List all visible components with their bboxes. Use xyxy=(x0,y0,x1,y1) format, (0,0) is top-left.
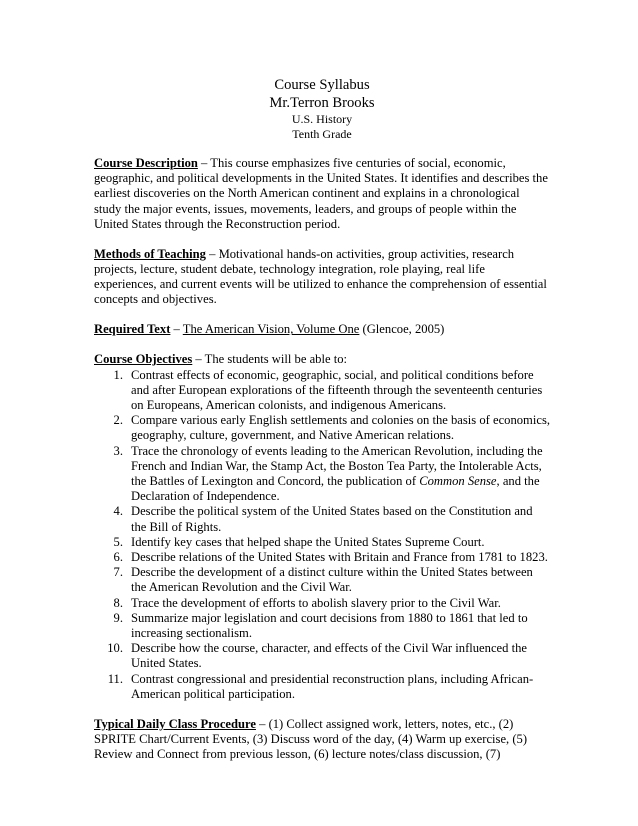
methods-heading: Methods of Teaching xyxy=(94,246,206,261)
course-description-text: – This course emphasizes five centuries of social, economic, geographic, and political developments in the United States. It identifies and describes the earliest discoveries on the North American continent and explains in a chronological study the major events, issues, movements, leaders, and groups of people within the United States through the Reconstruction period. xyxy=(94,156,548,231)
list-item xyxy=(94,611,550,641)
book-title-common-sense: Common Sense xyxy=(419,474,497,489)
list-item-number: 6. xyxy=(113,550,123,565)
course-name: U.S. History xyxy=(291,112,353,126)
list-item-text: Summarize major legislation and court decisions from 1880 to 1861 that led to increasing sectionalism. xyxy=(131,610,528,641)
list-item-number: 7. xyxy=(113,565,123,580)
list-item-number: 9. xyxy=(113,610,123,625)
list-item-text: Identify key cases that helped shape the United States Supreme Court. xyxy=(131,534,485,549)
list-item xyxy=(94,504,550,534)
list-item-number: 2. xyxy=(113,413,123,428)
list-item-number: 1. xyxy=(113,367,123,382)
daily-procedure-heading: Typical Daily Class Procedure xyxy=(94,716,256,731)
list-item-number: 11. xyxy=(107,671,123,686)
syllabus-header xyxy=(94,76,550,142)
required-text-heading: Required Text xyxy=(94,322,171,337)
textbook-publisher: (Glencoe, 2005) xyxy=(359,322,445,337)
textbook-title: The American Vision, Volume One xyxy=(182,322,360,337)
required-text-separator: – xyxy=(170,322,183,337)
list-item xyxy=(94,550,550,565)
list-item-text: Contrast effects of economic, geographic, social, and political conditions before and after European explorations of the fifteenth through the seventeenth centuries on Europeans, American colonists, and indigenous Americans. xyxy=(131,367,543,413)
objectives-intro-text: – The students will be able to: xyxy=(192,352,347,367)
list-item-text: Trace the development of efforts to abolish slavery prior to the Civil War. xyxy=(131,595,501,610)
course-description-heading: Course Description xyxy=(94,156,198,170)
list-item-number: 8. xyxy=(113,595,123,610)
list-item-number: 3. xyxy=(113,443,123,458)
methods-section xyxy=(94,247,550,308)
document-title: Course Syllabus xyxy=(274,77,370,93)
course-description-section xyxy=(94,156,550,232)
list-item-text: Describe how the course, character, and effects of the Civil War influenced the United States. xyxy=(131,641,527,671)
required-text-section xyxy=(94,322,550,337)
list-item-number: 10. xyxy=(107,641,123,656)
daily-procedure-text: – (1) Collect assigned work, letters, notes, etc., (2) SPRITE Chart/Current Events, (3) Discuss word of the day, (4) Warm up exercise, (5) Review and Connect from previous lesson, (6) lecture notes/class discussion, (7) xyxy=(94,716,528,762)
objectives-list xyxy=(94,368,550,702)
list-item xyxy=(94,413,550,443)
list-item-text: Compare various early English settlements and colonies on the basis of economics, geography, culture, government, and Native American relations. xyxy=(131,413,550,443)
objectives-intro xyxy=(94,352,550,367)
list-item-text-after: , and the Declaration of Independence. xyxy=(131,474,540,504)
methods-text: – Motivational hands-on activities, group activities, research projects, lecture, student debate, technology integration, role playing, real life experiences, and current events will be utilized to enhance the comprehension of essential concepts and objectives. xyxy=(94,246,547,307)
list-item xyxy=(94,641,550,671)
list-item xyxy=(94,368,550,414)
list-item-text: Contrast congressional and presidential reconstruction plans, including African-American political participation. xyxy=(131,671,534,701)
list-item-text: Trace the chronology of events leading to the American Revolution, including the French and Indian War, the Stamp Act, the Boston Tea Party, the Intolerable Acts, the Battles of Lexington and Concord, the publication of xyxy=(131,443,543,489)
list-item-number: 5. xyxy=(113,534,123,549)
grade-level: Tenth Grade xyxy=(292,127,352,141)
list-item-number: 4. xyxy=(113,504,123,519)
document-body xyxy=(94,76,550,763)
list-item xyxy=(94,672,550,702)
list-item xyxy=(94,535,550,550)
list-item-text: Describe relations of the United States with Britain and France from 1781 to 1823. xyxy=(131,550,548,565)
teacher-name: Mr.Terron Brooks xyxy=(269,95,375,111)
list-item xyxy=(94,565,550,595)
daily-procedure-section xyxy=(94,717,550,763)
objectives-heading: Course Objectives xyxy=(94,352,193,367)
list-item-text: Describe the political system of the United States based on the Constitution and the Bill of Rights. xyxy=(131,504,533,534)
list-item xyxy=(94,596,550,611)
list-item xyxy=(94,444,550,505)
list-item-text: Describe the development of a distinct culture within the United States between the American Revolution and the Civil War. xyxy=(131,565,533,595)
